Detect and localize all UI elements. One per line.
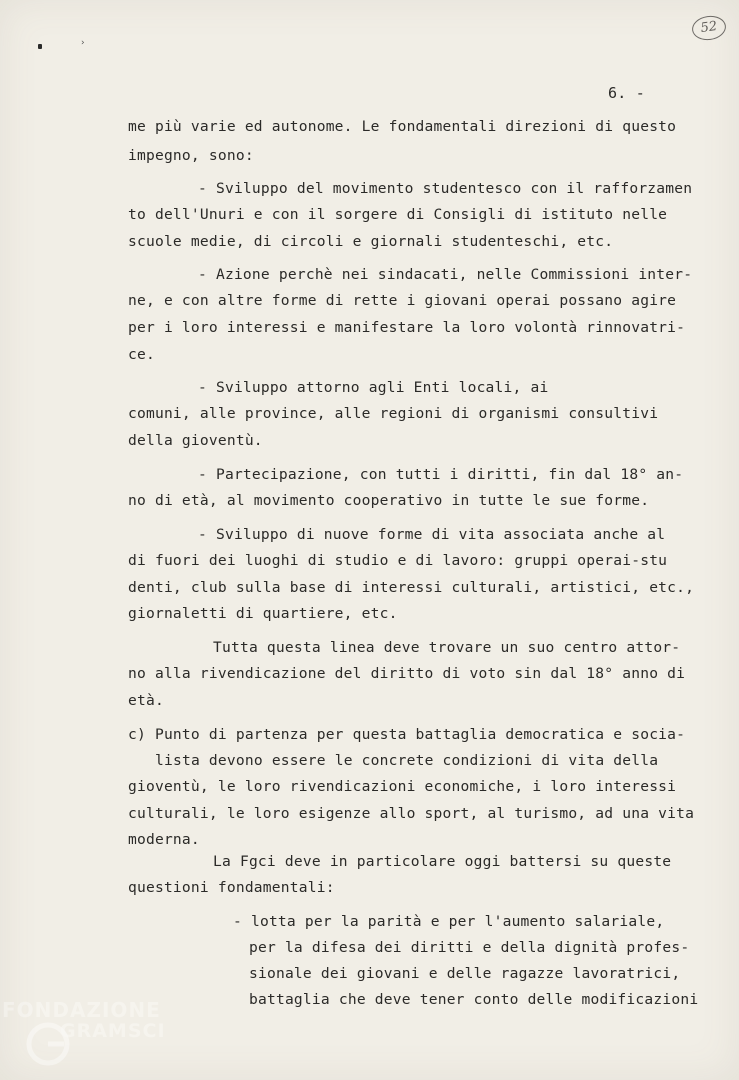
text-line: - Sviluppo del movimento studentesco con il rafforzamen <box>198 180 693 197</box>
text-line: impegno, sono: <box>128 147 254 164</box>
text-line: - Azione perchè nei sindacati, nelle Commissioni inter- <box>198 266 693 283</box>
page-number: 6. - <box>608 84 645 102</box>
text-line: ce. <box>128 346 155 363</box>
text-line: età. <box>128 692 164 709</box>
text-line: sionale dei giovani e delle ragazze lavoratrici, <box>249 965 681 982</box>
text-line: - Sviluppo attorno agli Enti locali, ai <box>198 379 549 396</box>
watermark-line1: FONDAZIONE <box>2 998 161 1022</box>
text-line: - Sviluppo di nuove forme di vita associata anche al <box>198 526 666 543</box>
folio-number: 52 <box>690 14 727 42</box>
text-line: no alla rivendicazione del diritto di voto sin dal 18° anno di <box>128 665 686 682</box>
pen-mark: › <box>80 38 86 48</box>
text-line: battaglia che deve tener conto delle modificazioni <box>249 991 699 1008</box>
text-line: denti, club sulla base di interessi culturali, artistici, etc., <box>128 579 695 596</box>
text-line: questioni fondamentali: <box>128 879 335 896</box>
text-line: giornaletti di quartiere, etc. <box>128 605 398 622</box>
text-line: no di età, al movimento cooperativo in tutte le sue forme. <box>128 492 650 509</box>
text-line: della gioventù. <box>128 432 263 449</box>
text-line: c) Punto di partenza per questa battaglia democratica e socia- <box>128 726 686 743</box>
text-line: culturali, le loro esigenze allo sport, al turismo, ad una vita <box>128 805 695 822</box>
text-line: per i loro interessi e manifestare la loro volontà rinnovatri- <box>128 319 686 336</box>
text-line: Tutta questa linea deve trovare un suo centro attor- <box>213 639 681 656</box>
ink-dot <box>38 44 42 49</box>
text-line: scuole medie, di circoli e giornali studenteschi, etc. <box>128 233 614 250</box>
text-line: comuni, alle province, alle regioni di organismi consultivi <box>128 405 659 422</box>
text-line: per la difesa dei diritti e della dignità profes- <box>249 939 690 956</box>
text-line: - Partecipazione, con tutti i diritti, fin dal 18° an- <box>198 466 684 483</box>
watermark-line2: GRAMSCI <box>60 1020 166 1042</box>
text-line: me più varie ed autonome. Le fondamentali direzioni di questo <box>128 118 677 135</box>
text-line: moderna. <box>128 831 200 848</box>
text-line: gioventù, le loro rivendicazioni economiche, i loro interessi <box>128 778 677 795</box>
text-line: La Fgci deve in particolare oggi battersi su queste <box>213 853 672 870</box>
text-line: to dell'Unuri e con il sorgere di Consigli di istituto nelle <box>128 206 668 223</box>
text-line: ne, e con altre forme di rette i giovani operai possano agire <box>128 292 677 309</box>
text-line: - lotta per la parità e per l'aumento salariale, <box>233 913 665 930</box>
text-line: di fuori dei luoghi di studio e di lavoro: gruppi operai-stu <box>128 552 668 569</box>
archive-watermark <box>0 996 200 1076</box>
text-line: lista devono essere le concrete condizioni di vita della <box>155 752 659 769</box>
